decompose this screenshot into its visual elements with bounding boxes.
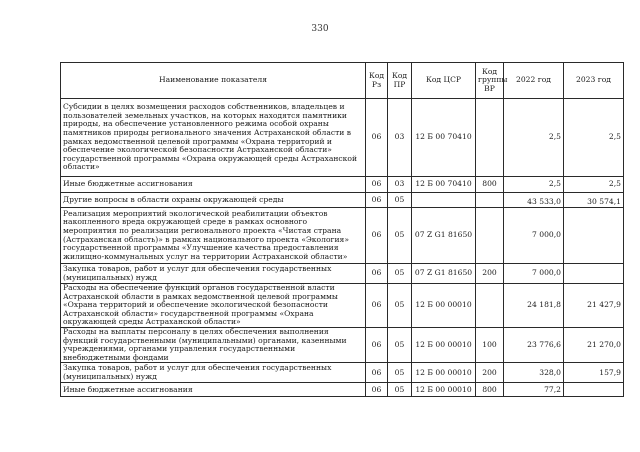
table-row [61,99,624,177]
row-vr [476,208,504,264]
row-rz: 06 [366,284,388,328]
row-csr [412,193,476,208]
row-rz: 06 [366,264,388,284]
row-pr: 05 [388,264,412,284]
row-name: Закупка товаров, работ и услуг для обеспечения государственных (муниципальных) нужд [61,264,366,284]
row-rz: 06 [366,99,388,177]
header-2023: 2023 год [564,63,624,99]
row-name: Расходы на обеспечение функций органов государственной власти Астраханской области в рамках ведомственной целевой программы «Охрана территорий и обеспечение экологической безопасности Астраханской области» государственной программы «Охрана окружающей среды Астраханской области» [61,284,366,328]
row-2022: 328,0 [504,363,564,383]
row-2022: 7 000,0 [504,208,564,264]
row-vr [476,284,504,328]
row-pr: 03 [388,99,412,177]
row-2023: 21 270,0 [564,328,624,363]
table-row [61,284,624,328]
row-vr: 800 [476,383,504,397]
row-2023: 2,5 [564,177,624,193]
row-pr: 05 [388,208,412,264]
row-rz: 06 [366,363,388,383]
table-row [61,383,624,397]
row-name: Другие вопросы в области охраны окружающей среды [61,193,366,208]
row-csr: 12 Б 00 70410 [412,99,476,177]
row-2023 [564,208,624,264]
row-vr: 200 [476,363,504,383]
header-vr: Код группы ВР [476,63,504,99]
table-row [61,328,624,363]
row-2022: 77,2 [504,383,564,397]
row-2022: 43 533,0 [504,193,564,208]
row-rz: 06 [366,383,388,397]
table-row [61,208,624,264]
row-2022: 23 776,6 [504,328,564,363]
row-pr: 05 [388,284,412,328]
row-2023: 157,9 [564,363,624,383]
row-csr: 07 Z G1 81650 [412,264,476,284]
row-vr: 800 [476,177,504,193]
row-2023 [564,264,624,284]
table-row [61,264,624,284]
row-name: Закупка товаров, работ и услуг для обеспечения государственных (муниципальных) нужд [61,363,366,383]
header-2022: 2022 год [504,63,564,99]
row-2023 [564,383,624,397]
table-header-row [61,63,624,99]
row-csr: 12 Б 00 00010 [412,383,476,397]
row-csr: 07 Z G1 81650 [412,208,476,264]
row-vr [476,193,504,208]
row-vr: 100 [476,328,504,363]
row-rz: 06 [366,208,388,264]
row-2023: 30 574,1 [564,193,624,208]
row-2023: 21 427,9 [564,284,624,328]
row-pr: 05 [388,383,412,397]
row-pr: 05 [388,328,412,363]
row-2022: 2,5 [504,99,564,177]
header-pr: Код ПР [388,63,412,99]
row-name: Иные бюджетные ассигнования [61,177,366,193]
row-name: Иные бюджетные ассигнования [61,383,366,397]
row-2022: 2,5 [504,177,564,193]
row-csr: 12 Б 00 70410 [412,177,476,193]
table-row [61,363,624,383]
row-csr: 12 Б 00 00010 [412,328,476,363]
row-2023: 2,5 [564,99,624,177]
row-2022: 7 000,0 [504,264,564,284]
row-csr: 12 Б 00 00010 [412,284,476,328]
row-csr: 12 Б 00 00010 [412,363,476,383]
table-row [61,177,624,193]
table-row [61,193,624,208]
row-rz: 06 [366,193,388,208]
row-name: Реализация мероприятий экологической реабилитации объектов накопленного вреда окружающей среде в рамках основного мероприятия по реализации регионального проекта «Чистая страна (Астраханская область)» в рамках национального проекта «Экология» государственной программы «Улучшение качества предоставления жилищно-коммунальных услуг на территории Астраханской области» [61,208,366,264]
budget-table [60,62,624,397]
row-rz: 06 [366,328,388,363]
row-rz: 06 [366,177,388,193]
row-pr: 05 [388,193,412,208]
row-vr [476,99,504,177]
header-csr: Код ЦСР [412,63,476,99]
row-name: Субсидии в целях возмещения расходов собственников, владельцев и пользователей земельных участков, на которых находятся памятники природы, на обеспечение установленного режима особой охраны памятников природы регионального значения Астраханской области в рамках ведомственной целевой программы «Охрана территорий и обеспечение экологической безопасности Астраханской области» государственной программы «Охрана окружающей среды Астраханской области» [61,99,366,177]
row-name: Расходы на выплаты персоналу в целях обеспечения выполнения функций государственными (муниципальными) органами, казенными учреждениями, органами управления государственными внебюджетными фондами [61,328,366,363]
row-pr: 03 [388,177,412,193]
header-rz: Код Рз [366,63,388,99]
row-vr: 200 [476,264,504,284]
header-name: Наименование показателя [61,63,366,99]
page-number: 330 [311,24,329,34]
row-2022: 24 181,8 [504,284,564,328]
row-pr: 05 [388,363,412,383]
